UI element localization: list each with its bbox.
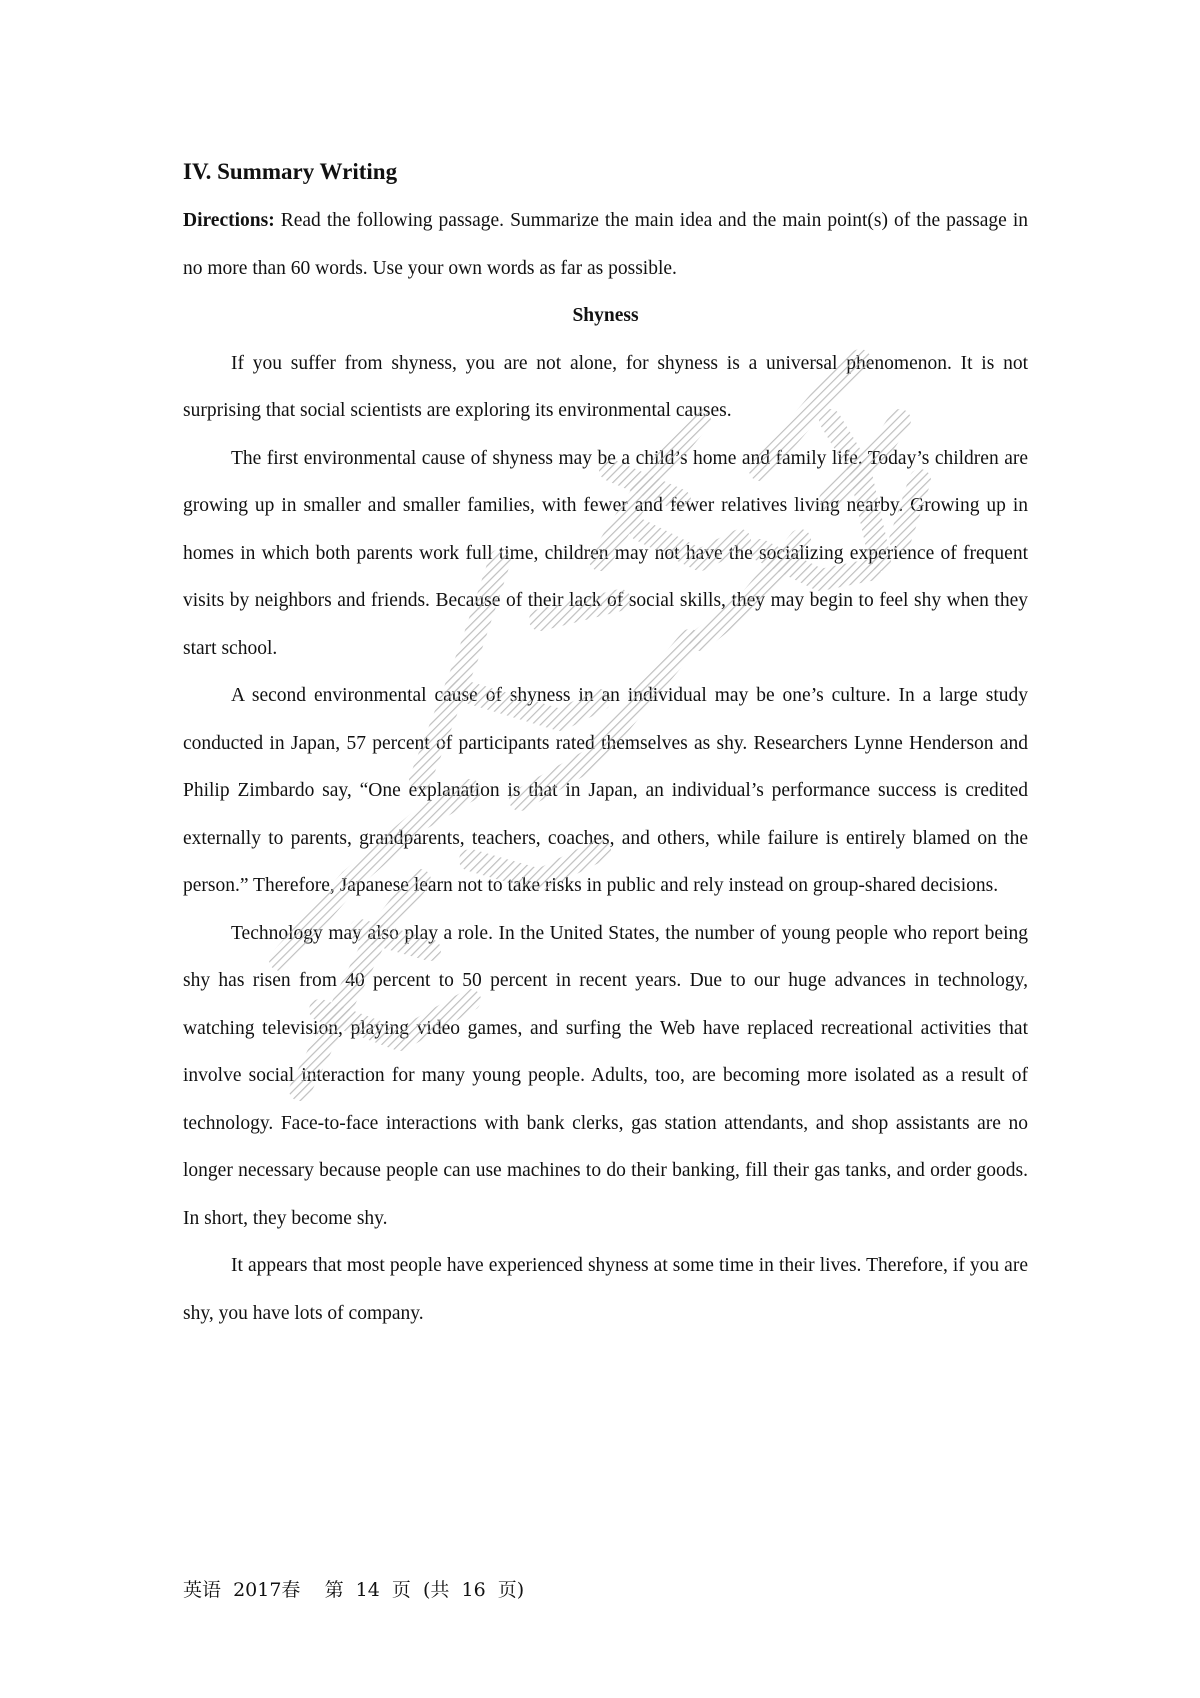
passage-paragraph: The first environmental cause of shyness may be a child’s home and family life. Today’s children are growing up in smaller and smaller families, with fewer and fewer relatives living nearby. Growing up in homes in which both parents work full time, children may not have the socializing experience of frequent visits by neighbors and friends. Because of their lack of social skills, they may begin to feel shy when they start school. bbox=[183, 447, 1028, 659]
passage-title: Shyness bbox=[572, 305, 639, 326]
document-body bbox=[183, 150, 1028, 1337]
passage-paragraph: If you suffer from shyness, you are not alone, for shyness is a universal phenomenon. It is not surprising that social scientists are exploring its environmental causes. bbox=[183, 352, 1028, 421]
passage-paragraph: It appears that most people have experienced shyness at some time in their lives. Therefore, if you are shy, you have lots of company. bbox=[183, 1255, 1028, 1324]
passage-paragraph: Technology may also play a role. In the United States, the number of young people who report being shy has risen from 40 percent to 50 percent in recent years. Due to our huge advances in technology, watching television, playing video games, and surfing the Web have replaced recreational activities that involve social interaction for many young people. Adults, too, are becoming more isolated as a result of technology. Face-to-face interactions with bank clerks, gas station attendants, and shop assistants are no longer necessary because people can use machines to do their banking, fill their gas tanks, and order goods. In short, they become shy. bbox=[183, 922, 1028, 1229]
passage-paragraph: A second environmental cause of shyness in an individual may be one’s culture. In a large study conducted in Japan, 57 percent of participants rated themselves as shy. Researchers Lynne Henderson and Philip Zimbardo say, “One explanation is that in Japan, an individual’s performance success is credited externally to parents, grandparents, teachers, coaches, and others, while failure is entirely blamed on the person.” Therefore, Japanese learn not to take risks in public and rely instead on group-shared decisions. bbox=[183, 685, 1028, 896]
section-title: IV. Summary Writing bbox=[183, 159, 398, 184]
page-footer: 英语 2017春 第 14 页 (共 16 页) bbox=[183, 1579, 525, 1601]
directions-label: Directions: bbox=[183, 210, 275, 231]
directions-text: Read the following passage. Summarize the main idea and the main point(s) of the passage in no more than 60 words. Use your own words as far as possible. bbox=[183, 210, 1028, 279]
directions bbox=[183, 197, 1028, 292]
